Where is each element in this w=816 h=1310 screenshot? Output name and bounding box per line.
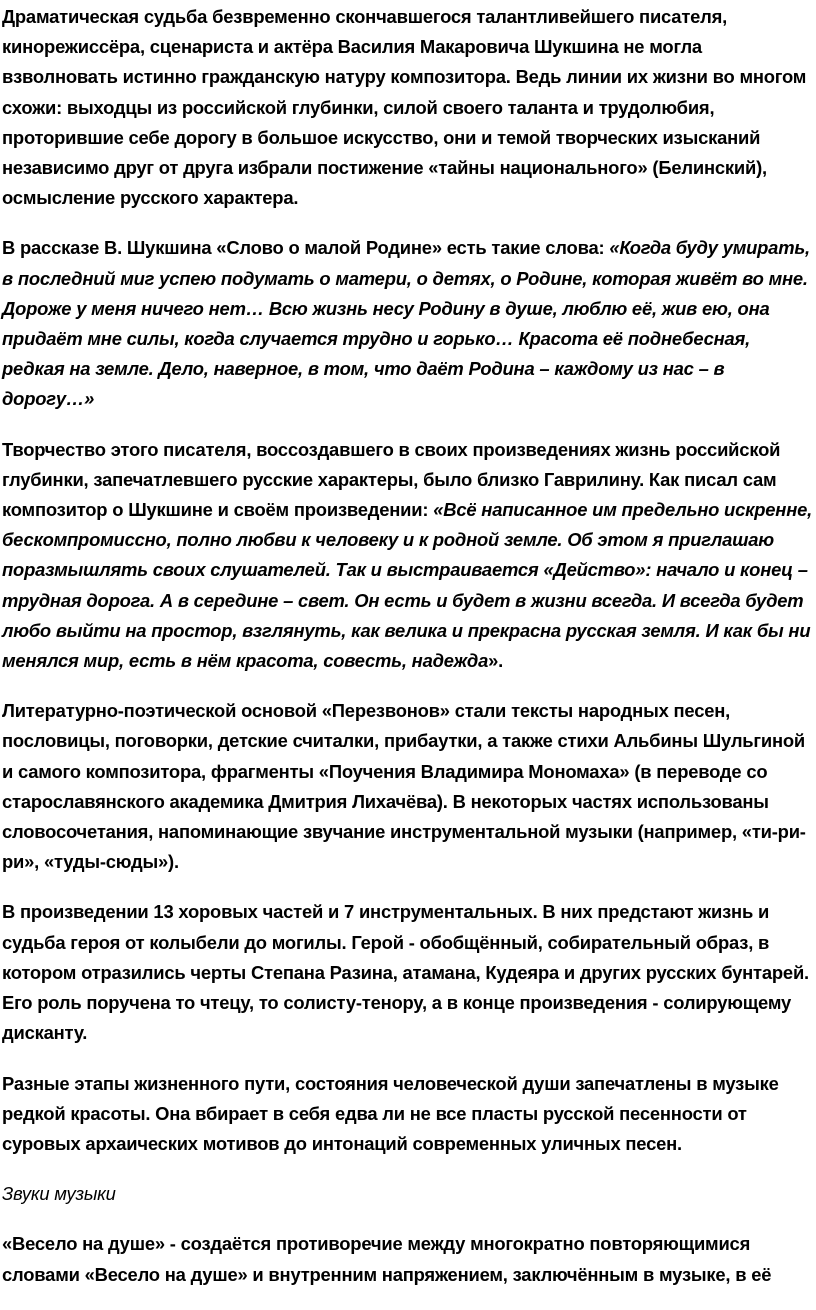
shukshin-quote: «Когда буду умирать, в последний миг успею подумать о матери, о детях, о Родине, которая живёт во мне. Дороже у меня ничего нет… Всю жизнь несу Родину в душе, люблю её, жив ею, она придаёт мне силы, когда случается трудно и горько… Красота её поднебесная, редкая на земле. Дело, наверное, в том, что даёт Родина – каждому из нас – в дорогу…» (2, 237, 810, 410)
paragraph-3-tail: ». (488, 650, 504, 672)
paragraph-7: «Весело на душе» - создаётся противоречие между многократно повторяющимися словами «Весело на душе» и внутренним напряжением, заключённым в музыке, в её (2, 1233, 772, 1285)
paragraph-5: В произведении 13 хоровых частей и 7 инструментальных. В них предстают жизнь и судьба героя от колыбели до могилы. Герой - обобщённый, собирательный образ, в котором отразились черты Степана Разина, атамана, Кудеяра и других русских бунтарей. Его роль поручена то чтецу, то солисту-тенору, а в конце произведения - солирующему дисканту. (2, 901, 809, 1044)
paragraph-3-lead: Творчество этого писателя, воссоздавшего в своих произведениях жизнь российской глубинки, запечатлевшего русские характеры, было близко Гаврилину. Как писал сам композитор о Шукшине и своём произведении: (2, 438, 781, 521)
paragraph-6: Разные этапы жизненного пути, состояния человеческой души запечатлены в музыке редкой красоты. Она вбирает в себя едва ли не все пласты русской песенности от суровых архаических мотивов до интонаций современных уличных песен. (2, 1072, 779, 1154)
paragraph-3 (2, 435, 816, 677)
paragraph-1: Драматическая судьба безвременно скончавшегося талантливейшего писателя, кинорежиссёра, сценариста и актёра Василия Макаровича Шукшина не могла взволновать истинно гражданскую натуру композитора. Ведь линии их жизни во многом схожи: выходцы из российской глубинки, силой своего таланта и трудолюбия, проторившие себе дорогу в большое искусство, они и темой творческих изысканий независимо друг от друга избрали постижение «тайны национального» (Белинский), осмысление русского характера. (2, 6, 807, 209)
paragraph-4: Литературно-поэтической основой «Перезвонов» стали тексты народных песен, пословицы, поговорки, детские считалки, прибаутки, а также стихи Альбины Шульгиной и самого композитора, фрагменты «Поучения Владимира Мономаха» (в переводе со старославянского академика Дмитрия Лихачёва). В некоторых частях использованы словосочетания, напоминающие звучание инструментальной музыки (например, «ти-ри-ри», «туды-сюды»). (2, 700, 806, 873)
paragraph-2 (2, 233, 816, 414)
gavrilin-quote: «Всё написанное им предельно искренне, бескомпромиссно, полно любви к человеку и к родной земле. Об этом я приглашаю поразмышлять своих слушателей. Так и выстраивается «Действо»: начало и конец – трудная дорога. А в середине – свет. Он есть и будет в жизни всегда. И всегда будет любо выйти на простор, взглянуть, как велика и прекрасна русская земля. И как бы ни менялся мир, есть в нём красота, совесть, надежда (2, 499, 813, 672)
paragraph-2-lead: В рассказе В. Шукшина «Слово о малой Родине» есть такие слова: (2, 237, 610, 259)
section-heading: Звуки музыки (2, 1183, 116, 1205)
